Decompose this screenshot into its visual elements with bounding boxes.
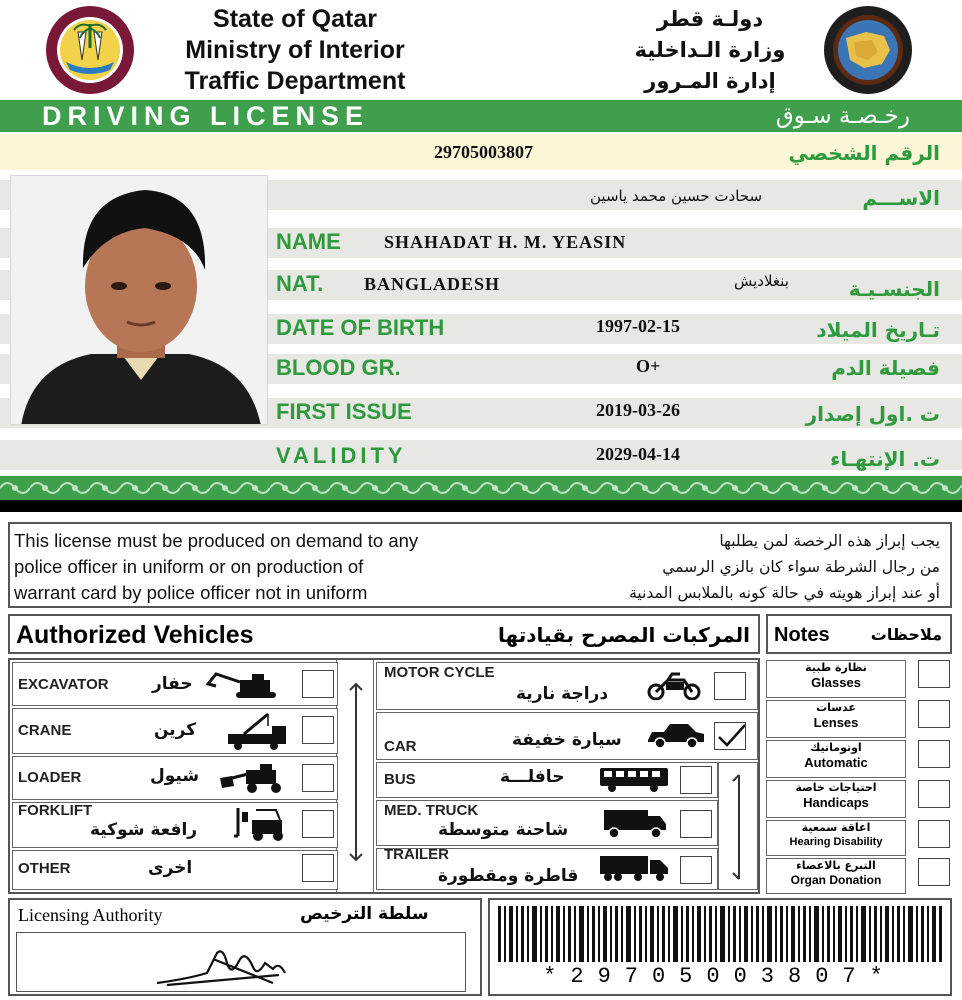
name-label-arabic: الاســـم [862, 186, 940, 210]
checkbox-car[interactable] [714, 722, 746, 750]
note-automatic [766, 740, 906, 778]
trailer-icon [598, 852, 670, 884]
forklift-icon [232, 806, 292, 842]
vehicle-label-med-truck: MED. TRUCK [384, 802, 479, 819]
header-line-department: Traffic Department [184, 67, 406, 95]
vehicle-label-loader: LOADER [18, 769, 82, 786]
vehicle-label-car-ar: سيارة خفيفة [512, 730, 622, 750]
checkmark-icon [715, 723, 747, 751]
notice-ar-line: من رجال الشرطة سواء كان بالزي الرسمي [662, 558, 940, 576]
decorative-pattern-band [0, 476, 962, 500]
name-value: SHAHADAT H. M. YEASIN [384, 232, 627, 252]
dob-value: 1997-02-15 [596, 316, 680, 336]
note-label: Organ Donation [790, 873, 882, 887]
vehicle-label-motorcycle: MOTOR CYCLE [384, 664, 495, 681]
note-label-ar: عدسات [816, 701, 856, 714]
first-issue-label-arabic: ت .اول إصدار [805, 402, 940, 426]
loader-icon [218, 762, 288, 794]
checkbox-organ-donation[interactable] [918, 858, 950, 886]
personal-id-value: 29705003807 [434, 142, 533, 162]
dob-label-arabic: تـاريخ الميلاد [816, 318, 940, 342]
band-title-arabic: رخـصـة سـوق [775, 103, 910, 129]
vehicle-label-trailer: TRAILER [384, 846, 449, 863]
excavator-icon [206, 670, 288, 700]
note-label-ar: احتياجات خاصة [795, 781, 877, 794]
note-label-ar: اوتوماتيك [810, 741, 862, 754]
notice-arabic [560, 528, 940, 606]
nationality-label: NAT. [276, 271, 324, 296]
notice-ar-line: أو عند إبراز هويته في حالة كونه بالملابس المدنية [629, 584, 940, 602]
vehicle-label-motorcycle-ar: دراجة نارية [516, 684, 609, 704]
checkbox-hearing-disability[interactable] [918, 820, 950, 848]
band-title-english: DRIVING LICENSE [42, 101, 370, 131]
vehicle-label-med-truck-ar: شاحنة متوسطة [438, 820, 569, 840]
licensing-authority-label-arabic: سلطة الترخيص [300, 904, 429, 924]
checkbox-automatic[interactable] [918, 740, 950, 768]
blood-group-label-arabic: فصيلة الدم [831, 356, 940, 380]
checkbox-glasses[interactable] [918, 660, 950, 688]
vehicle-label-loader-ar: شيول [150, 766, 200, 786]
note-label: Handicaps [803, 795, 869, 810]
validity-label: VALIDITY [276, 443, 407, 468]
truck-icon [602, 808, 668, 840]
vehicle-label-bus-ar: حافلـــة [500, 767, 565, 787]
vehicles-divider [336, 660, 374, 892]
nationality-label-arabic: الجنسـيـة [848, 277, 940, 301]
note-label-ar: اعاقة سمعية [801, 821, 871, 834]
note-label: Lenses [813, 715, 859, 730]
note-label-ar: نظارة طبية [805, 661, 867, 674]
vehicle-label-crane: CRANE [18, 722, 72, 739]
note-hearing-disability [766, 820, 906, 856]
card-divider [0, 500, 962, 512]
header-line-ministry: Ministry of Interior [185, 36, 405, 64]
checkbox-loader[interactable] [302, 764, 334, 792]
header-line-state: State of Qatar [213, 5, 377, 33]
vehicle-label-forklift: FORKLIFT [18, 802, 93, 819]
signature-icon [17, 933, 467, 993]
header-ar-line-department: إدارة المـرور [644, 69, 776, 93]
personal-id-label-ar: الرقم الشخصي [788, 141, 940, 165]
gcc-emblem-icon [806, 2, 930, 98]
vehicle-label-excavator-ar: حفار [152, 674, 193, 694]
notice-english [14, 528, 554, 606]
nationality-value: BANGLADESH [364, 274, 501, 294]
checkbox-med-truck[interactable] [680, 810, 712, 838]
vehicle-label-excavator: EXCAVATOR [18, 676, 109, 693]
bus-icon [598, 766, 670, 794]
notice-en-line: warrant card by police officer not in uniform [14, 582, 368, 603]
vehicle-label-car: CAR [384, 738, 417, 755]
authorized-vehicles-title-arabic: المركبات المصرح بقيادتها [498, 623, 750, 647]
vehicle-label-forklift-ar: رافعة شوكية [90, 820, 198, 840]
notes-title: Notes [774, 624, 830, 646]
signature-area [16, 932, 466, 992]
vehicle-label-other: OTHER [18, 860, 71, 877]
heavy-vehicles-bracket [718, 762, 758, 890]
first-issue-label: FIRST ISSUE [276, 399, 412, 424]
note-label: Automatic [804, 755, 868, 770]
note-handicaps [766, 780, 906, 818]
barcode-number: *29705003807* [543, 964, 897, 989]
notice-ar-line: يجب إبراز هذه الرخصة لمن يطلبها [719, 532, 940, 550]
barcode-icon [496, 906, 944, 962]
note-lenses [766, 700, 906, 738]
vehicle-label-crane-ar: كرين [154, 720, 197, 740]
checkbox-forklift[interactable] [302, 810, 334, 838]
note-label: Glasses [811, 675, 861, 690]
header-english [150, 4, 440, 97]
vehicle-label-trailer-ar: قاطرة ومقطورة [438, 866, 579, 886]
validity-strip [0, 440, 962, 470]
checkbox-handicaps[interactable] [918, 780, 950, 808]
notes-title-arabic: ملاحظات [870, 625, 942, 644]
header-ar-line-state: دولـة قطر [656, 7, 764, 31]
authorized-vehicles-title: Authorized Vehicles [16, 621, 254, 649]
name-label: NAME [276, 229, 341, 254]
vehicle-label-bus: BUS [384, 771, 416, 788]
note-glasses [766, 660, 906, 698]
note-label: Hearing Disability [789, 836, 883, 848]
checkbox-bus[interactable] [680, 766, 712, 794]
crane-truck-icon [224, 712, 290, 752]
header-ar-line-ministry: وزارة الـداخلية [634, 38, 786, 62]
nationality-value-arabic: بنغلاديش [734, 272, 789, 290]
first-issue-value: 2019-03-26 [596, 400, 680, 420]
validity-label-arabic: ت. الإنتهـاء [830, 447, 940, 471]
car-icon [646, 722, 706, 750]
holder-photo [10, 175, 268, 425]
validity-value: 2029-04-14 [596, 444, 680, 464]
name-value-arabic: سحادت حسين محمد ياسين [590, 187, 763, 205]
header-arabic [600, 4, 820, 97]
blood-group-value: O+ [636, 356, 661, 376]
checkbox-lenses[interactable] [918, 700, 950, 728]
vehicle-label-other-ar: اخرى [148, 858, 193, 878]
blood-group-label: BLOOD GR. [276, 355, 401, 380]
checkbox-motorcycle[interactable] [714, 672, 746, 700]
note-label-ar: التبرع بالاعضاء [796, 859, 876, 872]
checkbox-crane[interactable] [302, 716, 334, 744]
licensing-authority-label: Licensing Authority [18, 905, 163, 925]
notice-en-line: This license must be produced on demand to any [14, 530, 419, 551]
checkbox-trailer[interactable] [680, 856, 712, 884]
note-organ-donation [766, 858, 906, 894]
checkbox-excavator[interactable] [302, 670, 334, 698]
notice-en-line: police officer in uniform or on production of [14, 556, 364, 577]
qatar-emblem-icon [30, 2, 150, 98]
motorcycle-icon [646, 670, 702, 700]
checkbox-other[interactable] [302, 854, 334, 882]
dob-label: DATE OF BIRTH [276, 315, 445, 340]
